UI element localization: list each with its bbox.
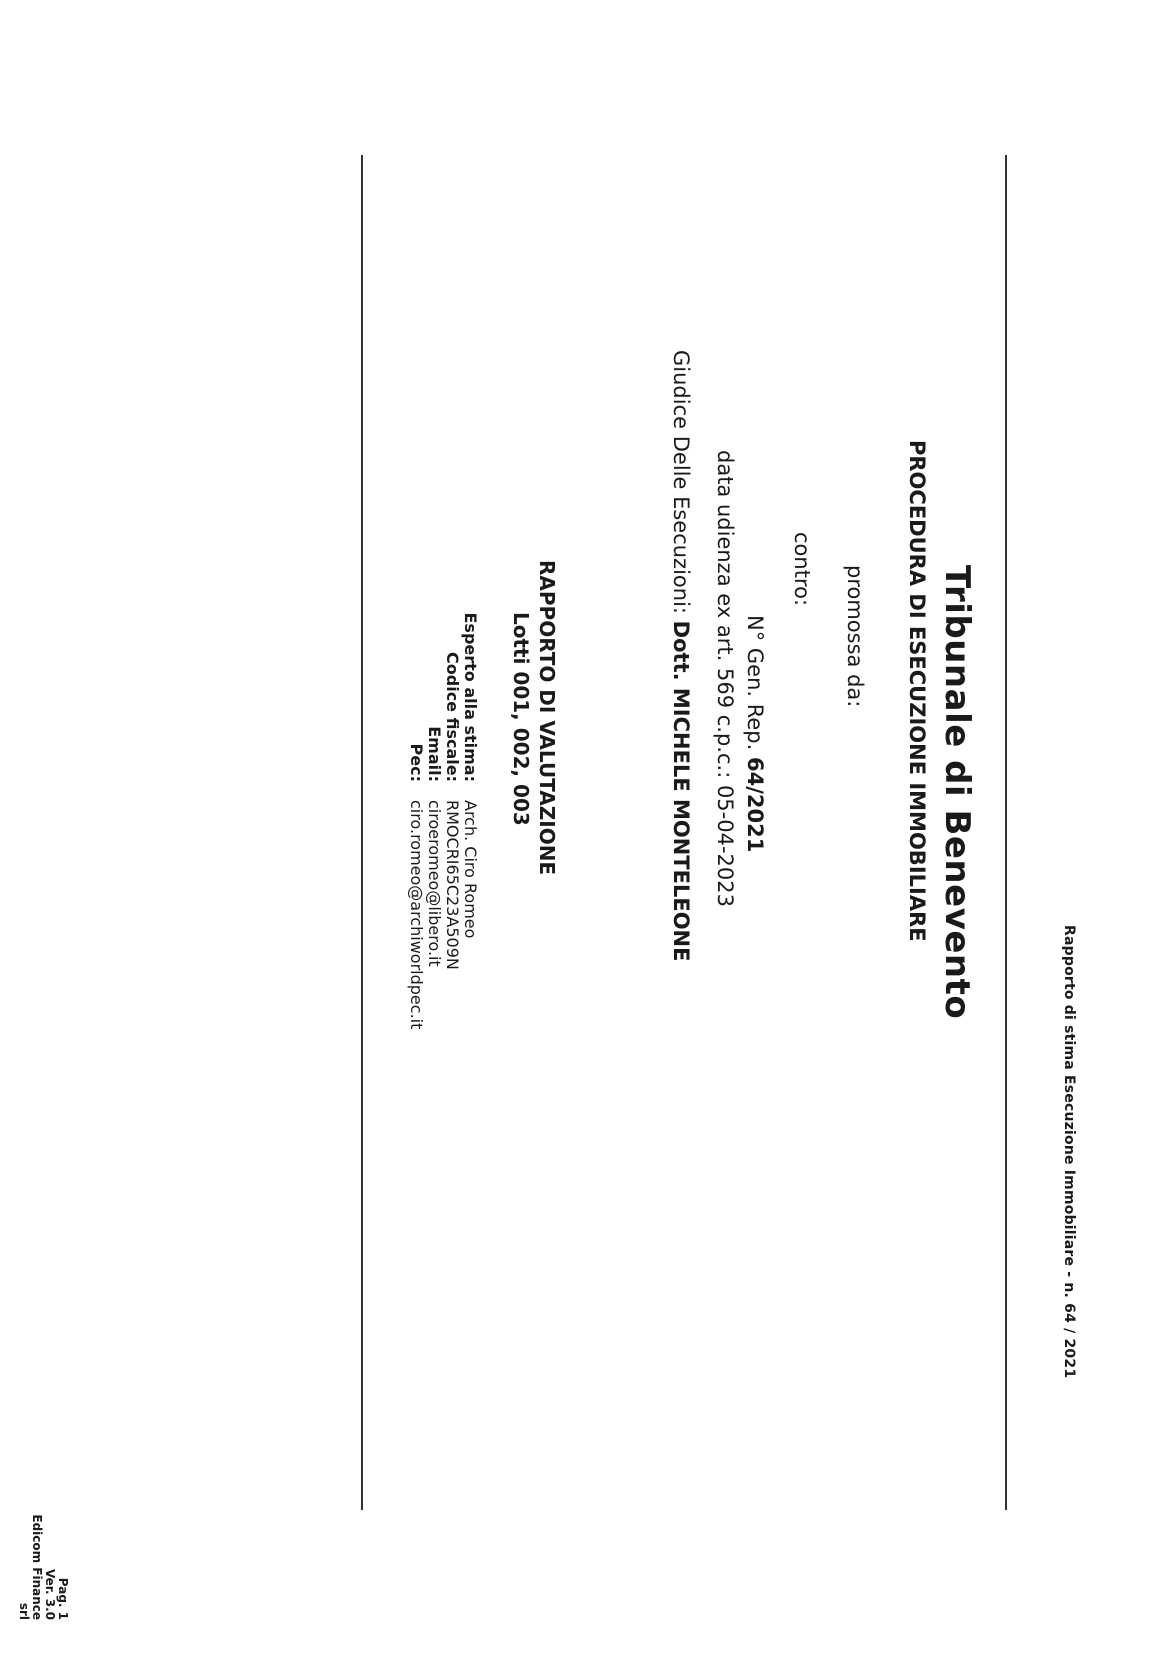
page-number: Pag. 1 xyxy=(56,1577,70,1620)
email-label: Email: xyxy=(425,726,444,782)
page-footer xyxy=(17,1500,69,1620)
running-header: Rapporto di stima Esecuzione Immobiliare - n. 64 / 2021 xyxy=(1061,925,1077,1379)
report-lots: Lotti 001, 002, 003 xyxy=(509,612,533,826)
pec-value[interactable]: ciro.romeo@archiworldpec.it xyxy=(407,800,426,1030)
publisher-name: Edicom Finance srl xyxy=(17,1514,44,1620)
expert-label: Esperto alla stima: xyxy=(461,612,480,782)
expert-info xyxy=(407,555,479,1029)
pec-row xyxy=(407,555,425,1029)
expert-value: Arch. Ciro Romeo xyxy=(461,800,480,939)
judge-label: Giudice Delle Esecuzioni: xyxy=(669,350,693,621)
email-value[interactable]: ciroeromeo@libero.it xyxy=(425,800,444,967)
hearing-date: data udienza ex art. 569 c.p.c.: 05-04-2023 xyxy=(713,450,737,907)
rep-prefix: N° Gen. Rep. xyxy=(743,615,767,757)
version-number: Ver. 3.0 xyxy=(43,1569,57,1620)
tribunal-title: Tribunale di Benevento xyxy=(937,565,977,1020)
rep-number: 64/2021 xyxy=(743,757,767,853)
expert-row xyxy=(461,555,479,1029)
fiscal-code-row xyxy=(443,555,461,1029)
fiscal-code-label: Codice fiscale: xyxy=(443,652,462,782)
rep-number-line xyxy=(743,615,767,852)
email-row xyxy=(425,555,443,1029)
promoted-by-label: promossa da: xyxy=(843,565,867,708)
fiscal-code-value: RMOCRI65C23A509N xyxy=(443,800,462,970)
procedure-title: PROCEDURA DI ESECUZIONE IMMOBILIARE xyxy=(905,440,929,942)
judge-line xyxy=(669,350,693,961)
report-title: RAPPORTO DI VALUTAZIONE xyxy=(535,560,559,876)
against-label: contro: xyxy=(790,532,814,607)
pec-label: Pec: xyxy=(407,743,426,782)
top-rule xyxy=(1005,155,1007,1510)
judge-name: Dott. MICHELE MONTELEONE xyxy=(669,620,693,962)
bottom-rule xyxy=(361,155,363,1510)
